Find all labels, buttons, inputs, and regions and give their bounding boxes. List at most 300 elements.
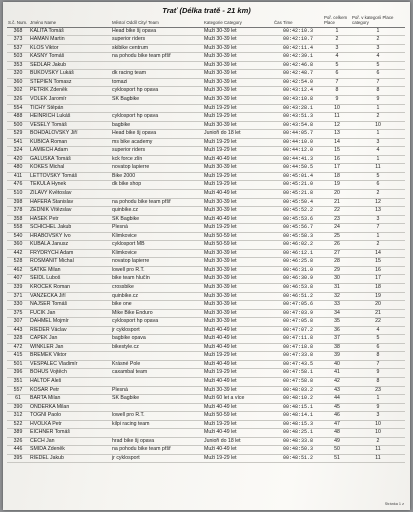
cell-overall-place: 48	[323, 429, 351, 438]
cell-category-place: 6	[351, 181, 405, 190]
cell-category: Muži 30-39 let	[203, 207, 273, 216]
cell-overall-place: 20	[323, 189, 351, 198]
cell-category: Muži 19-29 let	[203, 420, 273, 429]
cell-num: 446	[7, 446, 29, 455]
cell-category-place: 2	[351, 36, 405, 45]
cell-overall-place: 28	[323, 258, 351, 267]
cell-overall-place: 29	[323, 266, 351, 275]
cell-name: GALUŠKA Tomáš	[29, 155, 111, 164]
cell-name: NAJSER Tomáš	[29, 301, 111, 310]
cell-num: 529	[7, 130, 29, 139]
cell-time: 00:46:53.8	[273, 284, 323, 293]
cell-name: HEINRICH Lukáš	[29, 113, 111, 122]
cell-overall-place: 43	[323, 386, 351, 395]
table-row	[7, 446, 405, 455]
cell-num: 312	[7, 412, 29, 421]
cell-name: ZEDNÍK Vítězslav	[29, 207, 111, 216]
cell-overall-place: 6	[323, 70, 351, 79]
cell-category: Muži 19-29 let	[203, 224, 273, 233]
table-body	[7, 27, 405, 463]
table-row	[7, 258, 405, 267]
cell-club: SK Bagbike	[111, 95, 203, 104]
cell-time: 00:46:25.8	[273, 258, 323, 267]
cell-category: Muži 19-29 let	[203, 352, 273, 361]
cell-overall-place: 1	[323, 27, 351, 36]
cell-num: 442	[7, 249, 29, 258]
table-row	[7, 44, 405, 53]
cell-overall-place: 44	[323, 395, 351, 404]
table-row	[7, 318, 405, 327]
cell-time: 00:46:12.1	[273, 249, 323, 258]
cell-category: Muži 30-39 let	[203, 386, 273, 395]
cell-name: RIEDEL Jakub	[29, 454, 111, 463]
table-row	[7, 369, 405, 378]
table-row	[7, 181, 405, 190]
table-row	[7, 395, 405, 404]
cell-category: Junioři do 18 let	[203, 437, 273, 446]
cell-overall-place: 11	[323, 113, 351, 122]
cell-name: WINKLER Jan	[29, 343, 111, 352]
cell-club	[111, 352, 203, 361]
cell-category-place: 11	[351, 454, 405, 463]
cell-overall-place: 26	[323, 241, 351, 250]
cell-overall-place: 7	[323, 78, 351, 87]
table-row	[7, 266, 405, 275]
cell-num: 330	[7, 301, 29, 310]
cell-category-place: 2	[351, 113, 405, 122]
cell-overall-place: 35	[323, 318, 351, 327]
cell-num: 522	[7, 420, 29, 429]
cell-num: 61	[7, 395, 29, 404]
cell-name: BOHDALOVSKÝ Jiří	[29, 130, 111, 139]
table-row	[7, 61, 405, 70]
table-row	[7, 53, 405, 62]
cell-category-place: 1	[351, 130, 405, 139]
cell-overall-place: 14	[323, 138, 351, 147]
cell-overall-place: 30	[323, 275, 351, 284]
cell-num: 396	[7, 369, 29, 378]
table-row	[7, 172, 405, 181]
cell-num: 302	[7, 87, 29, 96]
table-row	[7, 429, 405, 438]
table-row	[7, 27, 405, 36]
cell-name: HRABOVSKÝ Ivo	[29, 232, 111, 241]
cell-category-place: 15	[351, 258, 405, 267]
cell-time: 00:44:05.7	[273, 130, 323, 139]
cell-num: 353	[7, 61, 29, 70]
cell-club: na pohodu bike team přšf	[111, 53, 203, 62]
cell-category: Muži 19-29 let	[203, 147, 273, 156]
cell-name: ŠTEPIEN Tomasz	[29, 78, 111, 87]
cell-club: quinbike.cz	[111, 292, 203, 301]
cell-num: 557	[7, 386, 29, 395]
cell-category: Muži 40-49 let	[203, 378, 273, 387]
cell-time: 00:46:30.9	[273, 275, 323, 284]
cell-name: PETŘÍK Zdeněk	[29, 87, 111, 96]
cell-num: 324	[7, 147, 29, 156]
table-row	[7, 147, 405, 156]
cell-num: 411	[7, 172, 29, 181]
cell-time: 00:42:39.1	[273, 53, 323, 62]
table-row	[7, 378, 405, 387]
cell-club: Bike 2000	[111, 172, 203, 181]
cell-club: cyklosport hp opava	[111, 318, 203, 327]
cell-time: 00:48:15.1	[273, 403, 323, 412]
cell-name: SCHICHEL Jakub	[29, 224, 111, 233]
cell-name: ONDERKA Milan	[29, 403, 111, 412]
cell-category-place: 2	[351, 189, 405, 198]
cell-time: 00:42:11.4	[273, 44, 323, 53]
cell-club: superior riders	[111, 147, 203, 156]
cell-time: 00:45:56.7	[273, 224, 323, 233]
cell-time: 00:48:50.3	[273, 446, 323, 455]
cell-category: Muži 30-39 let	[203, 301, 273, 310]
table-header	[7, 16, 405, 27]
cell-category-place: 21	[351, 309, 405, 318]
cell-club: Klimkovice	[111, 232, 203, 241]
cell-num: 375	[7, 309, 29, 318]
table-row	[7, 189, 405, 198]
cell-category: Muži 30-39 let	[203, 70, 273, 79]
cell-name: KUBICA Roman	[29, 138, 111, 147]
cell-name: SATKE Milan	[29, 266, 111, 275]
cell-time: 00:43:51.3	[273, 113, 323, 122]
header-overall-place: Poř. celkem Place	[323, 16, 351, 27]
cell-num: 398	[7, 198, 29, 207]
cell-club: kilpi racing team	[111, 420, 203, 429]
cell-num: 407	[7, 275, 29, 284]
cell-name: KAŠNÝ Tomáš	[29, 53, 111, 62]
cell-club: Head bike šj opava	[111, 130, 203, 139]
cell-category: Muži 19-29 let	[203, 172, 273, 181]
cell-time: 00:45:52.2	[273, 207, 323, 216]
cell-category: Muži 30-39 let	[203, 36, 273, 45]
cell-category-place: 9	[351, 403, 405, 412]
cell-time: 00:42:46.8	[273, 61, 323, 70]
cell-num: 351	[7, 378, 29, 387]
cell-name: HAŠEK Petr	[29, 215, 111, 224]
cell-name: KLOS Viktor	[29, 44, 111, 53]
cell-club: dk racing team	[111, 70, 203, 79]
cell-category-place: 10	[351, 121, 405, 130]
cell-category: Muži 40-49 let	[203, 189, 273, 198]
cell-category-place: 8	[351, 352, 405, 361]
cell-category: Muži 30-39 let	[203, 198, 273, 207]
cell-club: bagbike opava	[111, 335, 203, 344]
cell-category: Muži 30-39 let	[203, 275, 273, 284]
cell-time: 00:43:28.1	[273, 104, 323, 113]
page-title: Trať (Délka tratě - 21 km)	[162, 6, 251, 15]
cell-name: BUKOVSKÝ Lukáš	[29, 70, 111, 79]
cell-club: Mike Bike Enduro	[111, 309, 203, 318]
cell-category-place: 10	[351, 420, 405, 429]
table-row	[7, 138, 405, 147]
cell-category: Muži 40-49 let	[203, 155, 273, 164]
cell-overall-place: 42	[323, 378, 351, 387]
cell-name: RIEDER Václav	[29, 326, 111, 335]
header-name: Jméno Name	[29, 16, 111, 27]
cell-time: 00:46:02.2	[273, 241, 323, 250]
table-row	[7, 301, 405, 310]
cell-num: 558	[7, 224, 29, 233]
cell-name: VESELÝ Tomáš	[29, 121, 111, 130]
cell-num: 395	[7, 454, 29, 463]
cell-category: Muži 30-39 let	[203, 95, 273, 104]
cell-category: Muži 40-49 let	[203, 360, 273, 369]
cell-num: 476	[7, 181, 29, 190]
cell-category-place: 4	[351, 147, 405, 156]
table-row	[7, 249, 405, 258]
cell-overall-place: 36	[323, 326, 351, 335]
cell-category: Muži 50-59 let	[203, 232, 273, 241]
table-row	[7, 241, 405, 250]
cell-club: skibike centrum	[111, 44, 203, 53]
cell-overall-place: 21	[323, 198, 351, 207]
cell-category-place: 13	[351, 207, 405, 216]
cell-category: Muži 30-39 let	[203, 87, 273, 96]
header-time: Čas Time	[273, 16, 323, 27]
cell-category: Junioři do 18 let	[203, 130, 273, 139]
table-row	[7, 224, 405, 233]
cell-time: 00:43:12.4	[273, 87, 323, 96]
cell-club: cyklosport hp opava	[111, 113, 203, 122]
cell-category-place: 2	[351, 241, 405, 250]
table-row	[7, 104, 405, 113]
cell-category-place: 3	[351, 412, 405, 421]
cell-category-place: 23	[351, 386, 405, 395]
cell-club: Plesná	[111, 386, 203, 395]
cell-time: 00:48:15.3	[273, 420, 323, 429]
cell-num: 537	[7, 44, 29, 53]
cell-overall-place: 45	[323, 403, 351, 412]
cell-time: 00:44:10.0	[273, 138, 323, 147]
cell-overall-place: 51	[323, 454, 351, 463]
cell-category: Muži 30-39 let	[203, 78, 273, 87]
cell-category-place: 19	[351, 292, 405, 301]
cell-category: Muži 30-39 let	[203, 318, 273, 327]
cell-time: 00:48:51.2	[273, 454, 323, 463]
cell-category: Muži 19-29 let	[203, 138, 273, 147]
cell-category-place: 5	[351, 172, 405, 181]
cell-club: na pohodu bike team přšf	[111, 446, 203, 455]
cell-category-place: 6	[351, 343, 405, 352]
cell-overall-place: 12	[323, 121, 351, 130]
cell-category: Muži 30-39 let	[203, 121, 273, 130]
table-row	[7, 215, 405, 224]
cell-overall-place: 38	[323, 343, 351, 352]
cell-overall-place: 39	[323, 352, 351, 361]
cell-overall-place: 10	[323, 104, 351, 113]
cell-time: 00:43:10.8	[273, 95, 323, 104]
cell-category: Muži 19-29 let	[203, 181, 273, 190]
table-row	[7, 343, 405, 352]
cell-num: 503	[7, 53, 29, 62]
cell-category-place: 7	[351, 360, 405, 369]
cell-num: 307	[7, 318, 29, 327]
cell-overall-place: 25	[323, 232, 351, 241]
cell-name: BŘEMEK Viktor	[29, 352, 111, 361]
cell-category-place: 9	[351, 95, 405, 104]
cell-num: 510	[7, 189, 29, 198]
cell-time: 00:45:01.4	[273, 172, 323, 181]
cell-time: 00:45:50.4	[273, 198, 323, 207]
cell-time: 00:45:53.6	[273, 215, 323, 224]
cell-time: 00:47:18.8	[273, 343, 323, 352]
cell-club: bagbike	[111, 121, 203, 130]
cell-overall-place: 31	[323, 284, 351, 293]
cell-overall-place: 2	[323, 36, 351, 45]
results-sheet	[3, 2, 410, 510]
cell-category-place: 3	[351, 138, 405, 147]
cell-time: 00:45:21.0	[273, 181, 323, 190]
table-row	[7, 121, 405, 130]
cell-club: novatop lapierre	[111, 258, 203, 267]
cell-category: Muži 19-29 let	[203, 454, 273, 463]
cell-name: ŠMÍDA Zdeněk	[29, 446, 111, 455]
cell-category-place: 11	[351, 446, 405, 455]
cell-category: Muži 40-49 let	[203, 326, 273, 335]
cell-num: 360	[7, 241, 29, 250]
cell-club	[111, 403, 203, 412]
cell-category-place: 17	[351, 275, 405, 284]
cell-time: 00:43:54.8	[273, 121, 323, 130]
cell-name: ČAPEK Jan	[29, 335, 111, 344]
cell-category-place: 3	[351, 44, 405, 53]
cell-name: FUČÍK Jan	[29, 309, 111, 318]
cell-name: VANZEČKA Jiří	[29, 292, 111, 301]
cell-category: Muži 30-39 let	[203, 284, 273, 293]
cell-num: 554	[7, 104, 29, 113]
table-row	[7, 198, 405, 207]
cell-overall-place: 5	[323, 61, 351, 70]
cell-num: 390	[7, 403, 29, 412]
cell-time: 00:42:54.0	[273, 78, 323, 87]
cell-club: bikestyle.cz	[111, 343, 203, 352]
cell-name: KOŠAŘ Petr	[29, 386, 111, 395]
table-row	[7, 352, 405, 361]
cell-category-place: 14	[351, 249, 405, 258]
cell-name: VOLEK Jaromír	[29, 95, 111, 104]
cell-num: 328	[7, 335, 29, 344]
cell-category: Muži 40-49 let	[203, 429, 273, 438]
cell-category-place: 1	[351, 27, 405, 36]
cell-time: 00:46:51.2	[273, 292, 323, 301]
cell-name: HALTOF Aleš	[29, 378, 111, 387]
cell-category: Muži 40-49 let	[203, 335, 273, 344]
table-row	[7, 130, 405, 139]
cell-overall-place: 19	[323, 181, 351, 190]
cell-num: 443	[7, 326, 29, 335]
cell-category: Muži 30-39 let	[203, 258, 273, 267]
cell-overall-place: 33	[323, 301, 351, 310]
cell-time: 00:47:58.8	[273, 378, 323, 387]
cell-club	[111, 189, 203, 198]
cell-category-place: 10	[351, 429, 405, 438]
cell-club: SK Bagbike	[111, 395, 203, 404]
cell-name: EICHNER Tomáš	[29, 429, 111, 438]
cell-name: FRYDRYCH Adam	[29, 249, 111, 258]
cell-category: Muži 60 let a více	[203, 395, 273, 404]
cell-overall-place: 32	[323, 292, 351, 301]
cell-category: Muži 40-49 let	[203, 446, 273, 455]
cell-category-place: 22	[351, 318, 405, 327]
cell-category: Muži 50-59 let	[203, 241, 273, 250]
cell-club: cyklosport hp opava	[111, 87, 203, 96]
cell-overall-place: 22	[323, 207, 351, 216]
header-club: Město/ Oddíl City/ Team	[111, 16, 203, 27]
cell-category: Muži 19-29 let	[203, 369, 273, 378]
cell-overall-place: 50	[323, 446, 351, 455]
cell-club: quinbike.cz	[111, 207, 203, 216]
cell-time: 00:48:10.2	[273, 395, 323, 404]
cell-category-place: 18	[351, 284, 405, 293]
cell-name: SEDLÁR Jakub	[29, 61, 111, 70]
cell-category-place: 8	[351, 378, 405, 387]
cell-time: 00:46:31.0	[273, 266, 323, 275]
cell-time: 00:47:43.5	[273, 360, 323, 369]
cell-name: VESPALEC Vladimír	[29, 360, 111, 369]
header-category: Kategorie Category	[203, 16, 273, 27]
cell-time: 00:47:05.8	[273, 318, 323, 327]
cell-category-place: 4	[351, 326, 405, 335]
cell-club: kck force zlín	[111, 155, 203, 164]
cell-category: Muži 30-39 let	[203, 61, 273, 70]
cell-club: tomazi	[111, 78, 203, 87]
cell-club: superior riders	[111, 36, 203, 45]
cell-num: 488	[7, 113, 29, 122]
cell-name: LETTOVSKÝ Tomáš	[29, 172, 111, 181]
cell-time: 00:44:50.5	[273, 164, 323, 173]
table-row	[7, 403, 405, 412]
cell-club: jr cyklosport	[111, 326, 203, 335]
table-row	[7, 326, 405, 335]
cell-category-place: 11	[351, 164, 405, 173]
cell-name: KROČEK Roman	[29, 284, 111, 293]
cell-overall-place: 24	[323, 224, 351, 233]
cell-overall-place: 9	[323, 95, 351, 104]
cell-name: HVOLKA Petr	[29, 420, 111, 429]
cell-time: 00:45:58.3	[273, 232, 323, 241]
cell-num: 368	[7, 27, 29, 36]
cell-club	[111, 429, 203, 438]
cell-category: Muži 30-39 let	[203, 27, 273, 36]
cell-club	[111, 61, 203, 70]
table-row	[7, 420, 405, 429]
cell-num: 339	[7, 284, 29, 293]
cell-category-place: 12	[351, 198, 405, 207]
cell-club: caxambal team	[111, 369, 203, 378]
cell-num: 326	[7, 437, 29, 446]
cell-club: Plesná	[111, 224, 203, 233]
cell-club	[111, 378, 203, 387]
cell-category-place: 8	[351, 87, 405, 96]
cell-name: ROSMANIT Michal	[29, 258, 111, 267]
table-row	[7, 386, 405, 395]
table-row	[7, 335, 405, 344]
cell-time: 00:44:41.3	[273, 155, 323, 164]
cell-overall-place: 27	[323, 249, 351, 258]
cell-category: Muži 30-39 let	[203, 164, 273, 173]
cell-club: bike one	[111, 301, 203, 310]
table-row	[7, 437, 405, 446]
cell-club: Krásné Pole	[111, 360, 203, 369]
cell-name: KALITA Tomáš	[29, 27, 111, 36]
cell-club: ms bike academy	[111, 138, 203, 147]
cell-num: 373	[7, 36, 29, 45]
cell-time: 00:47:05.6	[273, 301, 323, 310]
table-row	[7, 95, 405, 104]
cell-num: 320	[7, 70, 29, 79]
